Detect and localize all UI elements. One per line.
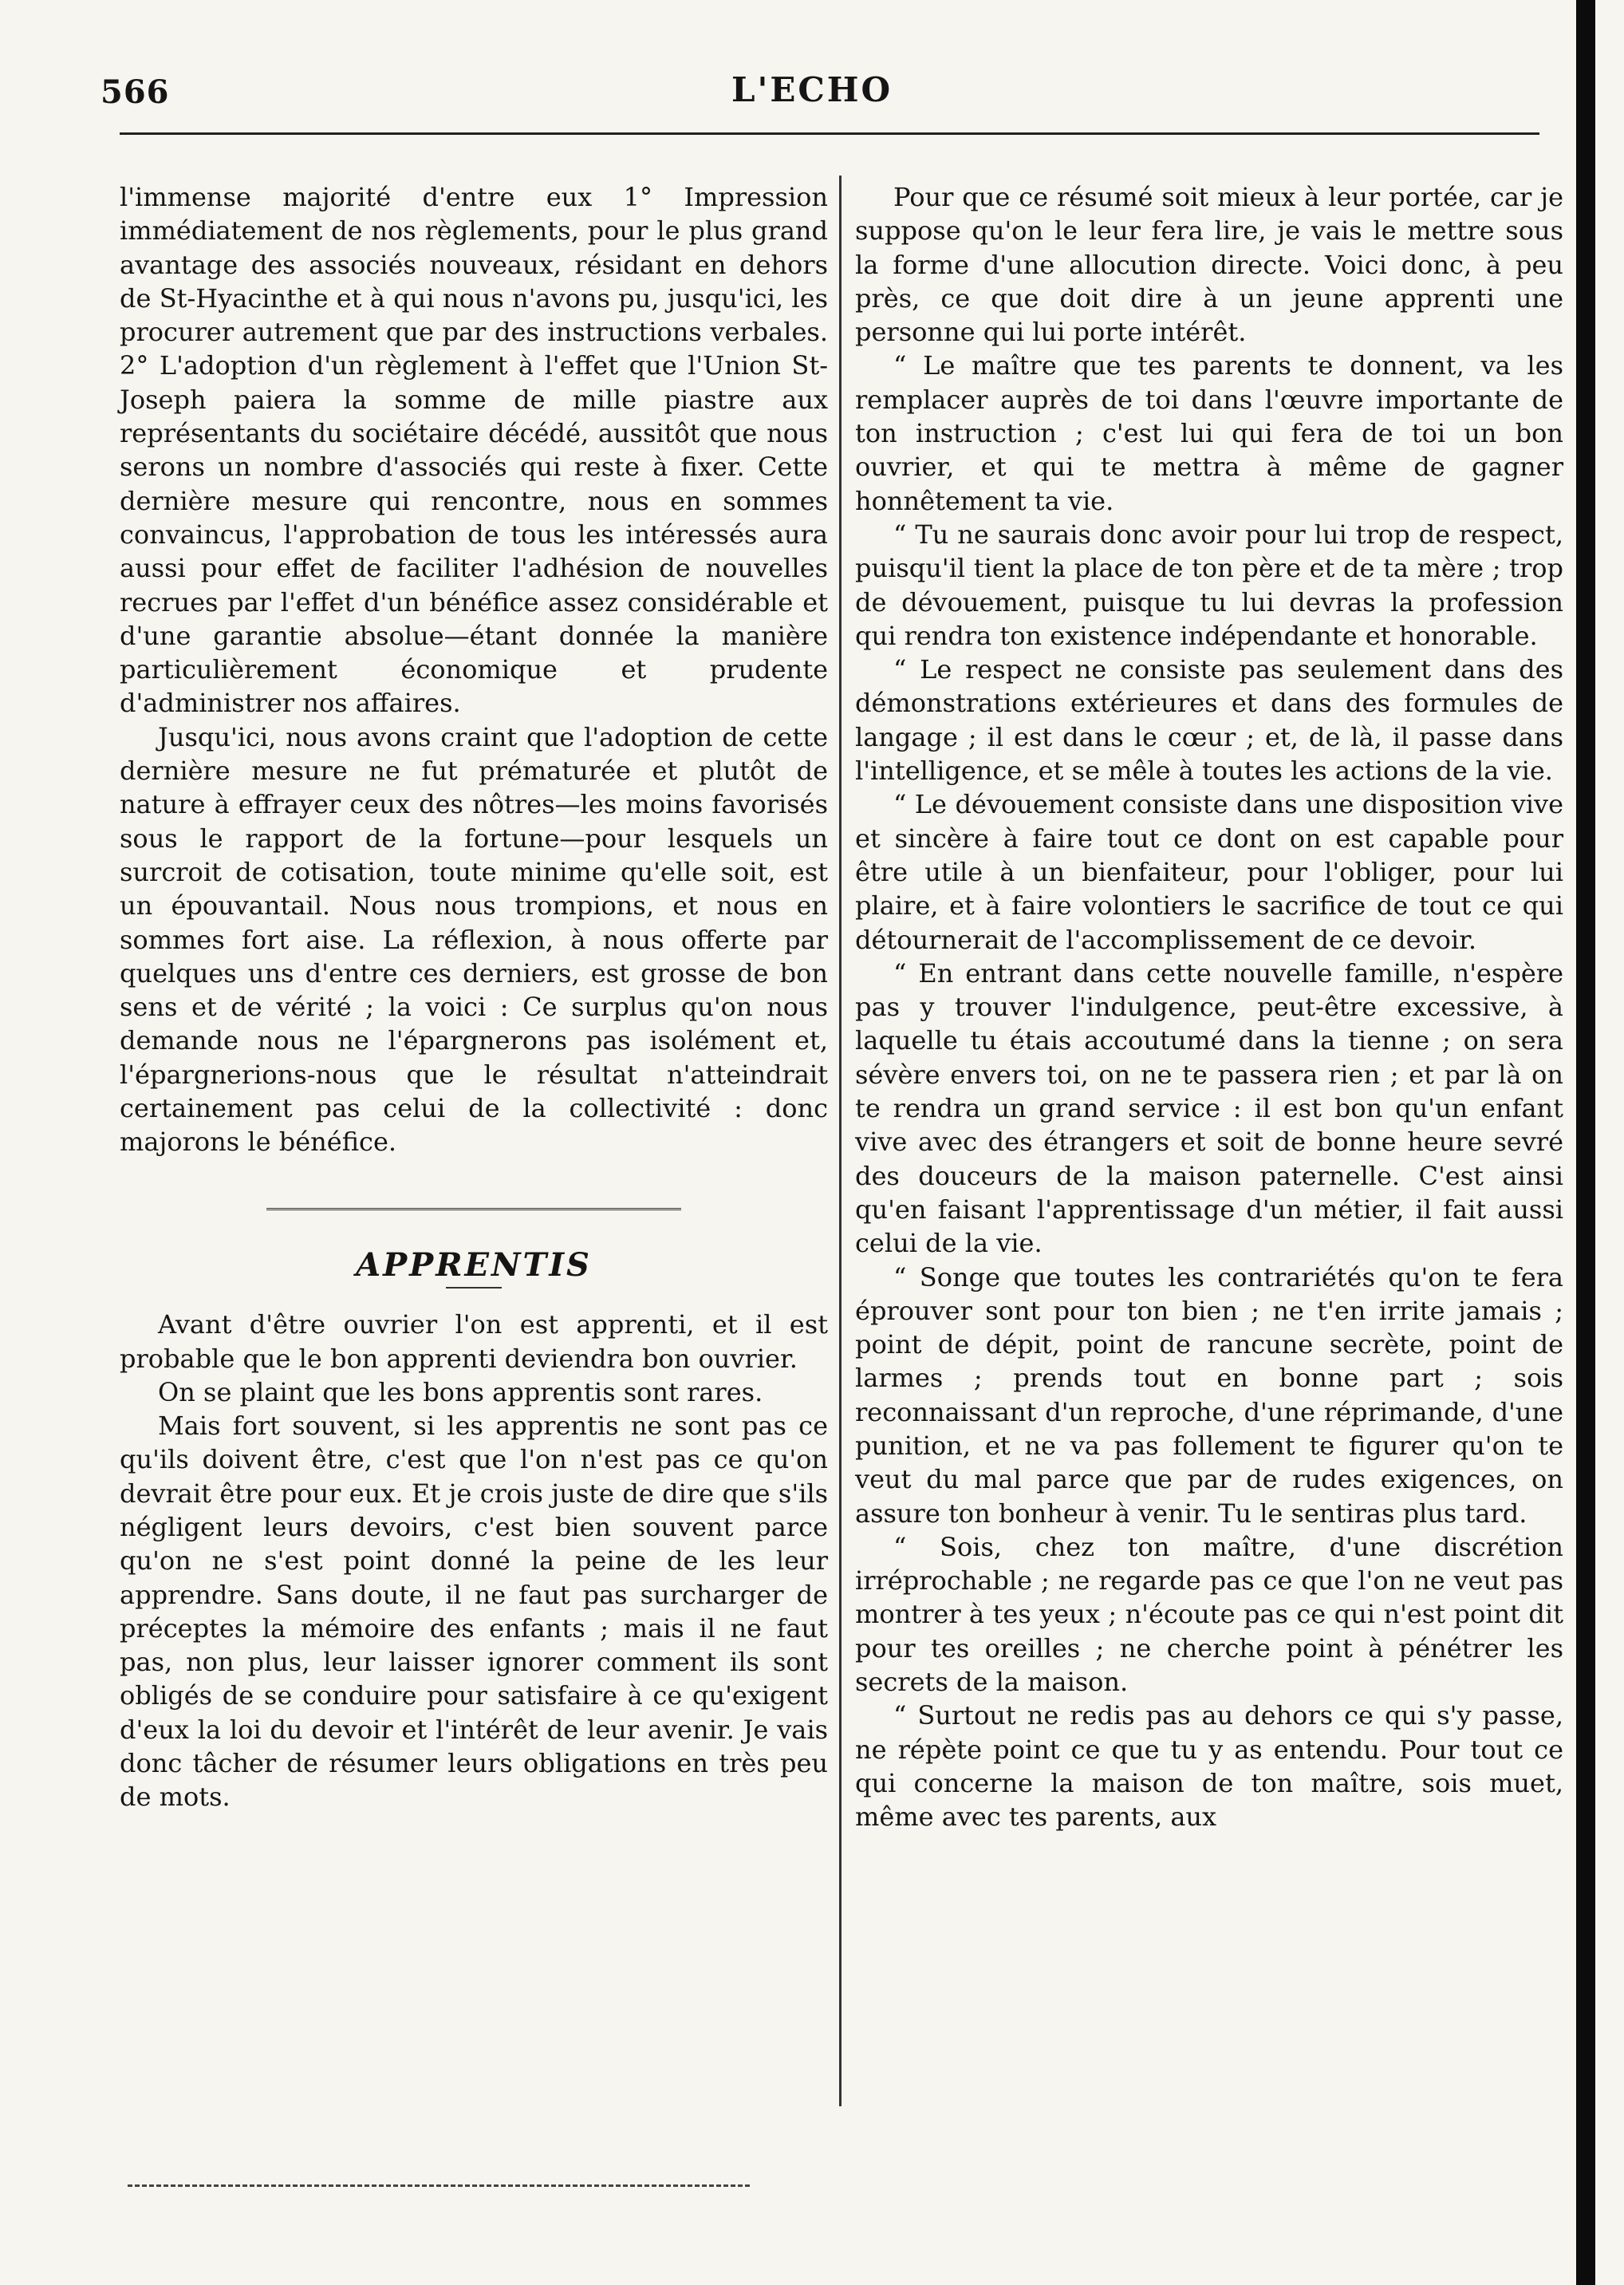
paragraph: Mais fort souvent, si les apprentis ne sont pas ce qu'ils doivent être, c'est que l'on n'est pas ce qu'on devrait être pour eux. Et je crois juste de dire que s'ils négligent leurs devoirs, c'est bien souvent parce qu'on ne s'est point donné la peine de les leur apprendre. Sans doute, il ne faut pas surcharger de préceptes la mémoire des enfants ; mais il ne faut pas, non plus, leur laisser ignorer comment ils sont obligés de se conduire pour satisfaire à ce qu'exigent d'eux la loi du devoir et l'intérêt de leur avenir. Je vais donc tâcher de résumer leurs obligations en très peu de mots. <box>120 1411 828 1813</box>
footer-rule <box>128 2184 750 2187</box>
paragraph: Avant d'être ouvrier l'on est apprenti, et il est probable que le bon apprenti deviendra bon ouvrier. <box>120 1309 828 1374</box>
paragraph: “ Le dévouement consiste dans une disposition vive et sincère à faire tout ce dont on est capable pour être utile à un bienfaiteur, pour l'obliger, pour lui plaire, et à faire volontiers le sacrifice de tout ce qui détournerait de l'accomplissement de ce devoir. <box>855 789 1563 955</box>
paragraph: “ Songe que toutes les contrariétés qu'on te fera éprouver sont pour ton bien ; ne t'en irrite jamais ; point de dépit, point de rancune secrète, point de larmes ; prends tout en bonne part ; sois reconnaissant d'un reproche, d'une réprimande, d'une punition, et ne va pas follement te figurer qu'on te veut du mal parce que par de rudes exigences, on assure ton bonheur à venir. Tu le sentiras plus tard. <box>855 1261 1563 1529</box>
section-title: APPRENTIS <box>356 1245 592 1284</box>
title-rule <box>446 1287 502 1289</box>
paragraph: “ Tu ne saurais donc avoir pour lui trop de respect, puisqu'il tient la place de ton père et de ta mère ; trop de dévouement, puisque tu lui devras la profession qui rendra ton existence indépendante et honorable. <box>855 519 1563 651</box>
right-column <box>855 180 1563 1834</box>
paragraph: l'immense majorité d'entre eux 1° Impression immédiatement de nos règlements, pour le plus grand avantage des associés nouveaux, résidant en dehors de St-Hyacinthe et à qui nous n'avons pu, jusqu'ici, les procurer autrement que par des instructions verbales. 2° L'adoption d'un règlement à l'effet que l'Union St-Joseph paiera la somme de mille piastre aux représentants du sociétaire décédé, aussitôt que nous serons un nombre d'associés qui reste à fixer. Cette dernière mesure qui rencontre, nous en sommes convaincus, l'approbation de tous les intéressés aura aussi pour effet de faciliter l'adhésion de nouvelles recrues par l'effet d'un bénéfice assez considérable et d'une garantie absolue—étant donnée la manière particulièrement économique et prudente d'administrer nos affaires. <box>120 182 828 719</box>
paragraph: “ Sois, chez ton maître, d'une discrétion irréprochable ; ne regarde pas ce que l'on ne veut pas montrer à tes yeux ; n'écoute pas ce qui n'est point dit pour tes oreilles ; ne cherche point à pénétrer les secrets de la maison. <box>855 1531 1563 1698</box>
left-column <box>120 180 828 1814</box>
header-rule <box>120 132 1539 135</box>
running-title: L'ECHO <box>731 70 893 109</box>
column-divider <box>839 176 842 2106</box>
ornament-divider <box>120 1191 828 1225</box>
page-number: 566 <box>101 73 170 111</box>
paragraph: “ Surtout ne redis pas au dehors ce qui s'y passe, ne répète point ce que tu y as entendu. Pour tout ce qui concerne la maison de ton maître, sois muet, même avec tes parents, aux <box>855 1700 1563 1833</box>
paragraph: On se plaint que les bons apprentis sont rares. <box>158 1376 763 1407</box>
paragraph: “ Le respect ne consiste pas seulement dans des démonstrations extérieures et dans des formules de langage ; il est dans le cœur ; et, de là, il passe dans l'intelligence, et se mêle à toutes les actions de la vie. <box>855 654 1563 787</box>
paragraph: Pour que ce résumé soit mieux à leur portée, car je suppose qu'on le leur fera lire, je vais le mettre sous la forme d'une allocution directe. Voici donc, à peu près, ce que doit dire à un jeune apprenti une personne qui lui porte intérêt. <box>855 182 1563 348</box>
paragraph: Jusqu'ici, nous avons craint que l'adoption de cette dernière mesure ne fut prématurée et plutôt de nature à effrayer ceux des nôtres—les moins favorisés sous le rapport de la fortune—pour lesquels un surcroit de cotisation, toute minime qu'elle soit, est un épouvantail. Nous nous trompions, et nous en sommes fort aise. La réflexion, à nous offerte par quelques uns d'entre ces derniers, est grosse de bon sens et de vérité ; la voici : Ce surplus qu'on nous demande nous ne l'épargnerons pas isolément et, l'épargnerions-nous que le résultat n'atteindrait certainement pas celui de la collectivité : donc majorons le bénéfice. <box>120 721 828 1158</box>
paragraph: “ Le maître que tes parents te donnent, va les remplacer auprès de toi dans l'œuvre importante de ton instruction ; c'est lui qui fera de toi un bon ouvrier, et qui te mettra à même de gagner honnêtement ta vie. <box>855 350 1563 516</box>
paragraph: “ En entrant dans cette nouvelle famille, n'espère pas y trouver l'indulgence, peut-être excessive, à laquelle tu étais accoutumé dans la tienne ; on sera sévère envers toi, on ne te passera rien ; et par là on te rendra un grand service : il est bon qu'un enfant vive avec des étrangers et soit de bonne heure sevré des douceurs de la maison paternelle. C'est ainsi qu'en faisant l'apprentissage d'un métier, il fait aussi celui de la vie. <box>855 957 1563 1259</box>
page-edge-shadow <box>1576 0 1595 2285</box>
